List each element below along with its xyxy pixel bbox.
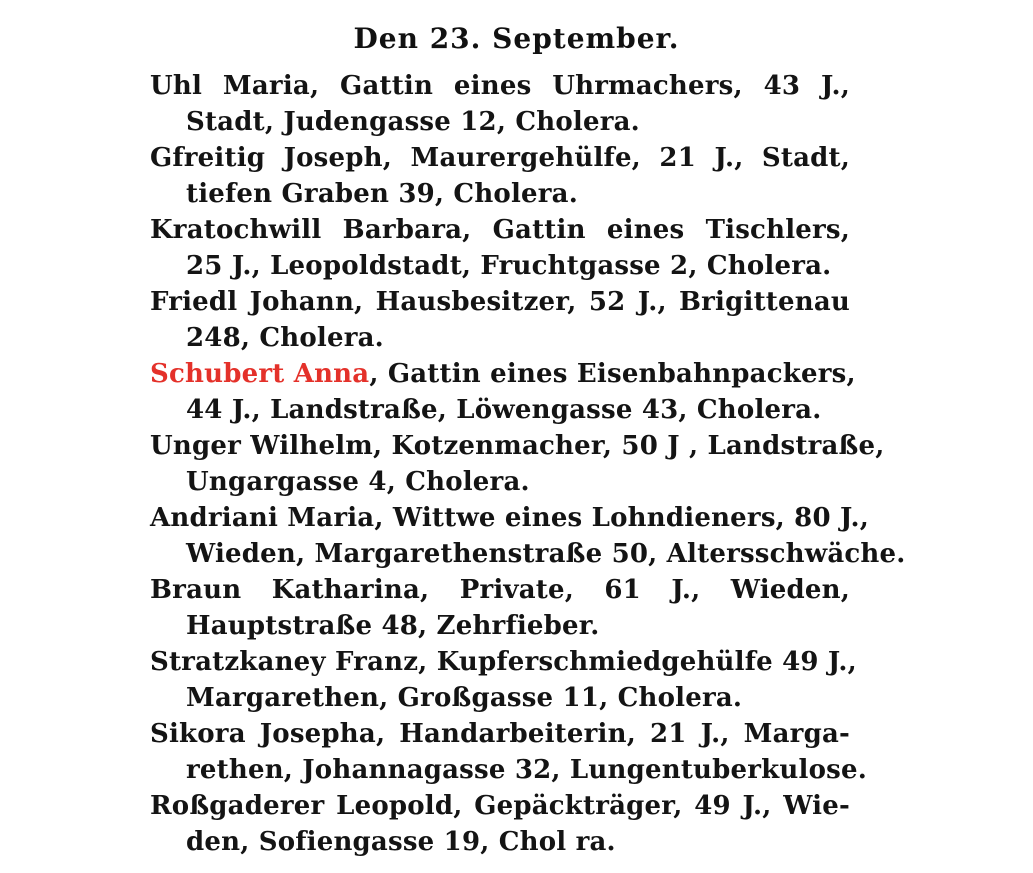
- entry-name: Friedl Johann,: [150, 287, 364, 317]
- page-heading: Den 23. September.: [353, 22, 680, 55]
- entry-continuation: tiefen Graben 39, Cholera.: [186, 179, 578, 209]
- list-item: [150, 572, 850, 644]
- entry-continuation: 248, Cholera.: [186, 323, 384, 353]
- entry-details: Kupferschmiedgehülfe 49 J.,: [427, 647, 857, 677]
- list-item: [150, 284, 850, 356]
- entry-name: Stratzkaney Franz,: [150, 647, 428, 677]
- list-item: [150, 212, 850, 284]
- highlighted-entry-name: Schubert Anna: [150, 359, 370, 389]
- list-item-highlighted: [150, 356, 856, 428]
- entry-first-line: [150, 68, 850, 104]
- entry-first-line: [150, 500, 869, 536]
- list-item: [150, 428, 885, 500]
- entry-details: Wittwe eines Lohndieners, 80 J.,: [383, 503, 869, 533]
- entry-first-line: [150, 428, 885, 464]
- entry-name: Roßgaderer Leopold,: [150, 791, 463, 821]
- entry-continuation: Stadt, Judengasse 12, Cholera.: [186, 107, 640, 137]
- entry-name: Uhl Maria,: [150, 71, 320, 101]
- entry-name: Braun Katharina,: [150, 575, 430, 605]
- entry-continuation: Hauptstraße 48, Zehrfieber.: [186, 611, 600, 641]
- entry-details: Gattin eines Tischlers,: [471, 215, 851, 245]
- entry-details: , Gattin eines Eisenbahnpackers,: [369, 359, 856, 389]
- entry-continuation: Margarethen, Großgasse 11, Cholera.: [186, 683, 743, 713]
- entry-details: Gattin eines Uhrmachers, 43 J.,: [319, 71, 850, 101]
- list-item: [150, 716, 867, 788]
- entry-details: Gepäckträger, 49 J., Wie-: [462, 791, 850, 821]
- entry-continuation: 44 J., Landstraße, Löwengasse 43, Cholera.: [186, 395, 822, 425]
- entry-details: Hausbesitzer, 52 J., Brigittenau: [363, 287, 850, 317]
- entry-name: Gfreitig Joseph,: [150, 143, 393, 173]
- entry-continuation: Wieden, Margarethenstraße 50, Altersschwäche.: [186, 539, 906, 569]
- list-item: [150, 500, 906, 572]
- entry-details: Private, 61 J., Wieden,: [429, 575, 850, 605]
- entry-details: Maurergehülfe, 21 J., Stadt,: [392, 143, 850, 173]
- entry-continuation: Ungargasse 4, Cholera.: [186, 467, 530, 497]
- entry-first-line: [150, 716, 850, 752]
- entry-first-line: [150, 572, 850, 608]
- entry-first-line: [150, 356, 856, 392]
- entry-first-line: [150, 284, 850, 320]
- entry-continuation: 25 J., Leopoldstadt, Fruchtgasse 2, Cholera.: [186, 251, 832, 281]
- entry-name: Andriani Maria,: [150, 503, 384, 533]
- entry-name: Unger Wilhelm,: [150, 431, 383, 461]
- entry-name: Sikora Josepha,: [150, 719, 386, 749]
- entry-first-line: [150, 212, 850, 248]
- list-item: [150, 140, 850, 212]
- entry-details: Handarbeiterin, 21 J., Marga-: [385, 719, 850, 749]
- entry-first-line: [150, 788, 850, 824]
- list-item: [150, 644, 857, 716]
- entry-first-line: [150, 644, 857, 680]
- entry-name: Kratochwill Barbara,: [150, 215, 472, 245]
- entry-continuation: den, Sofiengasse 19, Chol ra.: [186, 827, 616, 857]
- death-register-list: [150, 68, 906, 860]
- list-item: [150, 68, 850, 140]
- entry-continuation: rethen, Johannagasse 32, Lungentuberkulose.: [186, 755, 867, 785]
- entry-details: Kotzenmacher, 50 J , Landstraße,: [382, 431, 885, 461]
- list-item: [150, 788, 850, 860]
- entry-first-line: [150, 140, 850, 176]
